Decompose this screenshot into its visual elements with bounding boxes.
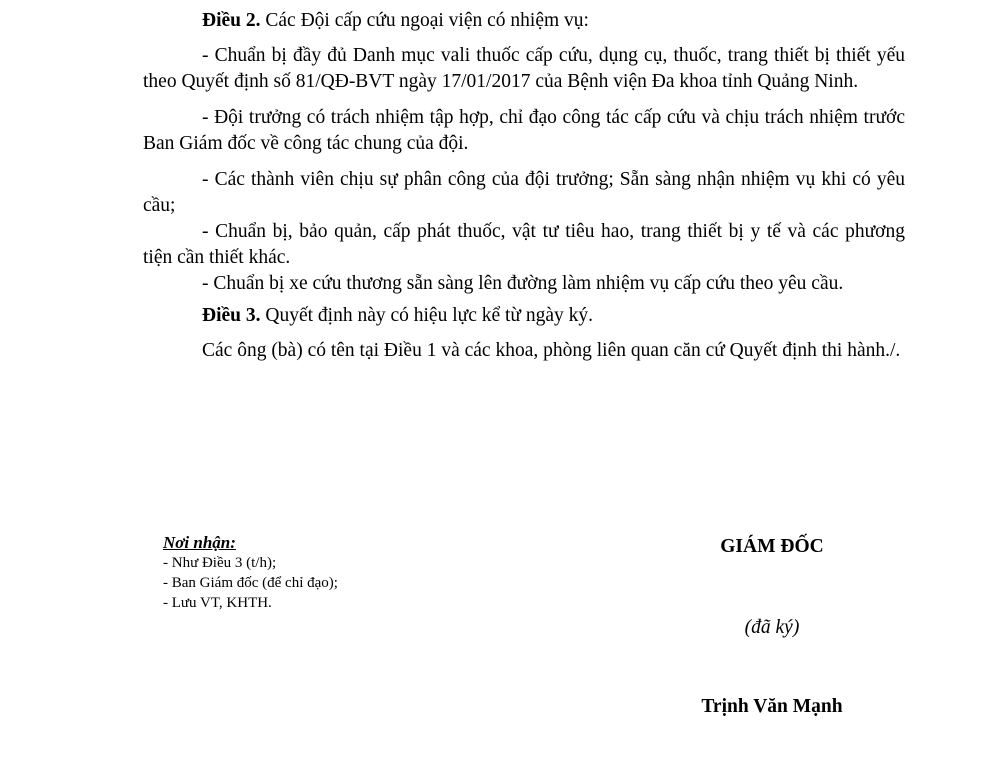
article-2-text: Các Đội cấp cứu ngoại viện có nhiệm vụ: <box>260 10 589 31</box>
recipients-title: Nơi nhận: <box>163 533 236 552</box>
recipient-item: - Ban Giám đốc (để chỉ đạo); <box>163 575 338 591</box>
duty-item: - Chuẩn bị xe cứu thương sẵn sàng lên đường làm nhiệm vụ cấp cứu theo yêu cầu. <box>202 273 844 294</box>
article-3 <box>143 303 905 329</box>
duty-item: - Các thành viên chịu sự phân công của đội trưởng; Sẵn sàng nhận nhiệm vụ khi có yêu cầu; <box>143 169 905 216</box>
article-3-heading: Điều 3. <box>202 305 261 326</box>
recipient-item: - Lưu VT, KHTH. <box>163 595 272 611</box>
closing-paragraph: Các ông (bà) có tên tại Điều 1 và các khoa, phòng liên quan căn cứ Quyết định thi hành./. <box>202 340 901 361</box>
article-2-heading: Điều 2. <box>202 10 261 31</box>
signer-name: Trịnh Văn Mạnh <box>701 696 843 717</box>
recipient-item: - Như Điều 3 (t/h); <box>163 555 277 571</box>
article-3-text: Quyết định này có hiệu lực kể từ ngày ký. <box>260 305 594 326</box>
document-body <box>143 8 905 364</box>
duty-item: - Chuẩn bị, bảo quản, cấp phát thuốc, vật tư tiêu hao, trang thiết bị y tế và các phương tiện cần thiết khác. <box>143 221 905 268</box>
duty-item: - Đội trưởng có trách nhiệm tập hợp, chỉ đạo công tác cấp cứu và chịu trách nhiệm trước Ban Giám đốc về công tác chung của đội. <box>143 107 905 154</box>
signer-title: GIÁM ĐỐC <box>720 536 824 557</box>
duty-item: - Chuẩn bị đầy đủ Danh mục vali thuốc cấp cứu, dụng cụ, thuốc, trang thiết bị thiết yếu theo Quyết định số 81/QĐ-BVT ngày 17/01/2017 của Bệnh viện Đa khoa tỉnh Quảng Ninh. <box>143 45 905 92</box>
signature-status: (đã ký) <box>744 617 800 638</box>
recipients-block <box>163 533 338 613</box>
article-2-intro <box>143 8 905 34</box>
